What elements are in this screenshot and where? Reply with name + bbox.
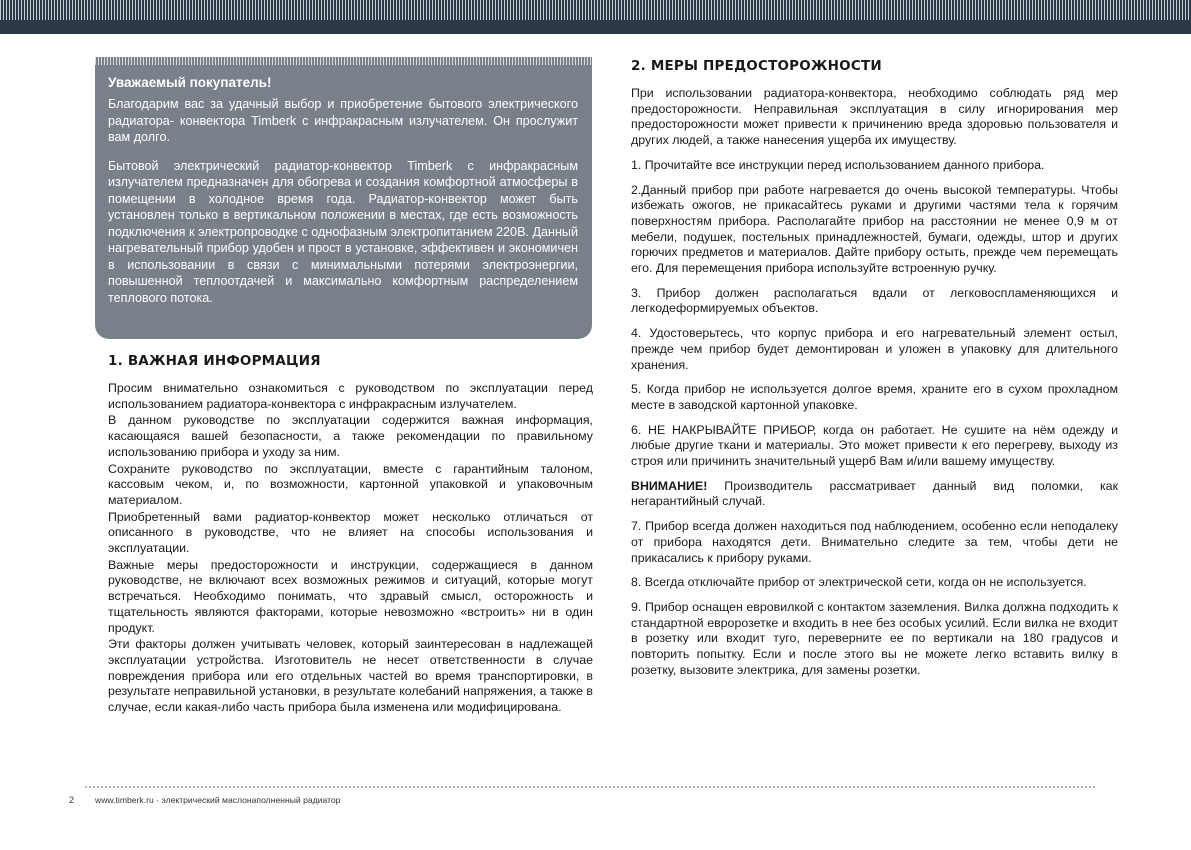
warning-label: ВНИМАНИЕ! — [631, 478, 708, 493]
precaution-item: 2.Данный прибор при работе нагревается до очень высокой температуры. Чтобы избежать ожогов, не прикасайтесь руками и другими частями тела к горячим поверхностям прибора. Располагайте прибор на расстоянии не менее 0,9 м от мебели, подушек, постельных принадлежностей, бумаги, одежды, штор и других горючих предметов и материалов. Дайте прибору остыть, прежде чем перемещать его. Для перемещения прибора используйте встроенную ручку. — [631, 182, 1118, 276]
intro-paragraph: Благодарим вас за удачный выбор и приобретение бытового электрического радиатора- конвектора Timberk с инфракрасным излучателем. Он прослужит вам долго. — [108, 97, 578, 144]
warning-text: Производитель рассматривает данный вид поломки, как негарантийный случай. — [631, 478, 1118, 509]
page-number: 2 — [69, 795, 75, 805]
warning-note — [631, 479, 1118, 510]
footer-divider — [85, 786, 1095, 788]
section-paragraph: В данном руководстве по эксплуатации содержится важная информация, касающаяся вашей безопасности, а также рекомендации по правильному использованию прибора и уходу за ним. — [108, 413, 593, 459]
precaution-item: 1. Прочитайте все инструкции перед использованием данного прибора. — [631, 157, 1045, 172]
section-title: 2. МЕРЫ ПРЕДОСТОРОЖНОСТИ — [631, 58, 882, 74]
section-important-info — [108, 353, 593, 717]
precaution-item: 6. НЕ НАКРЫВАЙТЕ ПРИБОР, когда он работает. Не сушите на нём одежду и любые другие ткани и материалы. Это может привести к его перегреву, выходу из строя или причинить значительный ущерб Вам и/или вашему имуществу. — [631, 422, 1118, 469]
section-paragraph: Важные меры предосторожности и инструкции, содержащиеся в данном руководстве, не включают всех возможных режимов и ситуаций, которые могут встречаться. Необходимо понимать, что здравый смысл, осторожность и тщательность являются факторами, которые невозможно «встроить» ни в один продукт. — [108, 557, 593, 635]
section-paragraph: Просим внимательно ознакомиться с руководством по эксплуатации перед использованием радиатора-конвектора с инфракрасным излучателем. — [108, 381, 593, 411]
footer-text: www.timberk.ru · электрический маслонаполненный радиатор — [95, 795, 341, 805]
precaution-item: 7. Прибор всегда должен находиться под наблюдением, особенно если неподалеку от прибора находятся дети. Внимательно следите за тем, чтобы дети не прикасались к прибору руками. — [631, 519, 1118, 565]
header-stripes — [0, 0, 1191, 20]
section-intro: При использовании радиатора-конвектора, необходимо соблюдать ряд мер предосторожности. Неправильная эксплуатация в силу игнорирования мер предосторожности может привести к причинению вреда здоровью пользователя и других людей, а также нанесения ущерба их имуществу. — [631, 86, 1118, 148]
intro-box-stripe — [95, 57, 592, 65]
precaution-item: 8. Всегда отключайте прибор от электрической сети, когда он не используется. — [631, 575, 1087, 590]
section-title: 1. ВАЖНАЯ ИНФОРМАЦИЯ — [108, 353, 321, 369]
intro-box — [95, 57, 592, 339]
precaution-item: 5. Когда прибор не используется долгое время, храните его в сухом прохладном месте в заводской картонной упаковке. — [631, 382, 1118, 412]
section-paragraph: Приобретенный вами радиатор-конвектор может несколько отличаться от описанного в руководстве, что не влияет на способы использования и эксплуатации. — [108, 509, 593, 556]
header-band — [0, 0, 1191, 34]
intro-paragraph: Бытовой электрический радиатор-конвектор Timberk с инфракрасным излучателем предназначен для обогрева и создания комфортной атмосферы в помещении в холодное время года. Радиатор-конвектор может быть установлен только в вертикальном положении в местах, где есть возможность подключения к электропроводке с однофазным электропитанием 220В. Данный нагревательный прибор удобен и прост в установке, эффективен и экономичен в использовании в связи с минимальными потерями электроэнергии, повышенной теплоотдачей и максимально комфортным распределением теплового потока. — [108, 158, 578, 305]
section-paragraph: Эти факторы должен учитывать человек, который заинтересован в надлежащей эксплуатации устройства. Изготовитель не несет ответственности в случае повреждения прибора или его отдельных частей во время транспортировки, в результате неправильной установки, в результате колебаний напряжения, а также в случае, если какая-либо часть прибора была изменена или модифицирована. — [108, 637, 594, 715]
precaution-item: 9. Прибор оснащен евровилкой с контактом заземления. Вилка должна подходить к стандартной евророзетке и входить в нее без особых усилий. Если вилка не входит в розетку или входит туго, переверните ее по вертикали на 180 градусов и повторить попытку. Если и после этого вы не можете легко вставить вилку в розетку, вызовите электрика, для замены розетки. — [631, 599, 1118, 677]
section-paragraph: Сохраните руководство по эксплуатации, вместе с гарантийным талоном, кассовым чеком, и, по возможности, картонной упаковкой и упаковочным материалом. — [108, 461, 593, 507]
section-precautions — [631, 58, 1118, 688]
precaution-item: 3. Прибор должен располагаться вдали от легковоспламеняющихся и легкодеформируемых объектов. — [631, 285, 1118, 316]
precaution-item: 4. Удостоверьтесь, что корпус прибора и его нагревательный элемент остыл, прежде чем прибор будет демонтирован и уложен в упаковку для длительного хранения. — [631, 326, 1118, 372]
intro-heading: Уважаемый покупатель! — [108, 75, 272, 90]
